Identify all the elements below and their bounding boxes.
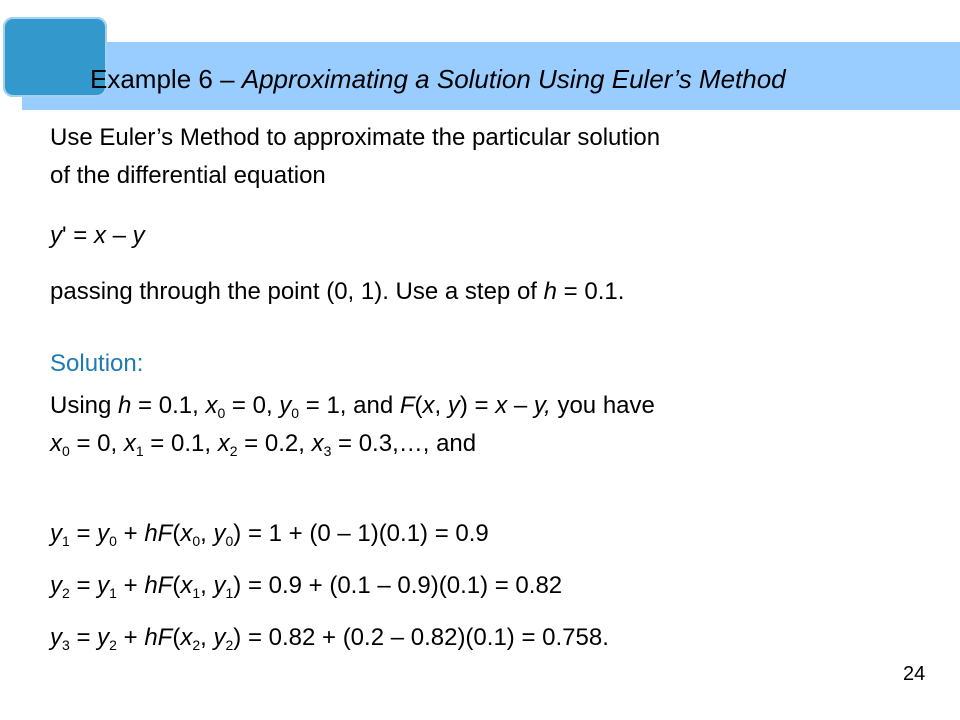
using-t8: –	[507, 392, 534, 419]
step1-eq: =	[69, 520, 98, 547]
step3-result: ) = 0.82 + (0.2 – 0.82)(0.1) = 0.758.	[233, 624, 609, 651]
x1-var: x	[123, 430, 136, 457]
step-3-line	[50, 624, 609, 652]
using-x-sub: 0	[217, 405, 226, 421]
step3-x: x	[180, 624, 193, 651]
step-2-line	[50, 572, 562, 600]
using-y-sub: 0	[291, 405, 300, 421]
step1-h: h	[144, 520, 158, 547]
intro-line-2: of the differential equation	[50, 162, 326, 189]
step2-comma: ,	[200, 572, 214, 599]
differential-equation	[50, 222, 145, 250]
using-t5: (	[414, 392, 423, 419]
using-t6: ,	[434, 392, 448, 419]
step3-yp: y	[97, 624, 110, 651]
step1-result: ) = 1 + (0 – 1)(0.1) = 0.9	[233, 520, 489, 547]
eq-y: y	[50, 222, 62, 249]
step2-yp-sub: 1	[109, 585, 117, 601]
step3-h: h	[144, 624, 158, 651]
using-t1: Using	[50, 392, 119, 419]
page-number: 24	[903, 663, 926, 685]
step3-F: F	[157, 624, 173, 651]
step1-y2: y	[213, 520, 226, 547]
step1-y-sub: 1	[62, 533, 70, 549]
x2-val: = 0.2,	[237, 430, 312, 457]
step-1-line	[50, 520, 489, 548]
step3-yp-sub: 2	[109, 637, 117, 653]
x1-sub: 1	[135, 443, 144, 459]
using-t4: = 1, and	[299, 392, 400, 419]
step1-y2-sub: 0	[225, 533, 234, 549]
step2-F: F	[157, 572, 173, 599]
step3-plus: +	[116, 624, 145, 651]
eq-y-rhs: y	[132, 222, 145, 249]
passing-h: h	[543, 278, 557, 305]
using-y: y	[279, 392, 292, 419]
intro-line-1: Use Euler’s Method to approximate the particular solution	[50, 124, 661, 151]
eq-prime: ' =	[62, 222, 94, 249]
step2-y: y	[50, 572, 62, 599]
step1-comma: ,	[200, 520, 214, 547]
step2-open: (	[172, 572, 181, 599]
step2-x: x	[180, 572, 193, 599]
using-F: F	[399, 392, 415, 419]
x3-var: x	[311, 430, 324, 457]
using-rx: x	[495, 392, 508, 419]
step1-x: x	[180, 520, 193, 547]
passing-step: = 0.1.	[557, 278, 625, 305]
x2-var: x	[217, 430, 230, 457]
using-fy: y	[447, 392, 460, 419]
solution-label: Solution:	[50, 350, 144, 377]
step2-h: h	[144, 572, 158, 599]
using-t9: you have	[550, 392, 655, 419]
passing-text: passing through the point (0, 1). Use a step of	[50, 278, 544, 305]
step3-y2-sub: 2	[225, 637, 234, 653]
step3-y-sub: 3	[62, 637, 70, 653]
step2-x-sub: 1	[192, 585, 201, 601]
x-values-line	[50, 430, 476, 458]
x3-sub: 3	[323, 443, 332, 459]
using-fx: x	[422, 392, 435, 419]
using-t2: = 0.1,	[131, 392, 206, 419]
using-t7: ) =	[459, 392, 496, 419]
x0-var: x	[50, 430, 62, 457]
x3-val: = 0.3,…, and	[331, 430, 477, 457]
step2-result: ) = 0.9 + (0.1 – 0.9)(0.1) = 0.82	[233, 572, 563, 599]
step1-plus: +	[116, 520, 145, 547]
using-h: h	[118, 392, 132, 419]
step3-eq: =	[69, 624, 98, 651]
using-ry: y,	[533, 392, 551, 419]
x0-val: = 0,	[69, 430, 124, 457]
title-prefix: Example 6 –	[90, 64, 242, 94]
step2-y2: y	[213, 572, 226, 599]
step2-y-sub: 2	[62, 585, 70, 601]
step3-x-sub: 2	[192, 637, 201, 653]
step1-yp: y	[97, 520, 110, 547]
step2-eq: =	[69, 572, 98, 599]
step1-x-sub: 0	[192, 533, 201, 549]
step2-yp: y	[97, 572, 110, 599]
step3-comma: ,	[200, 624, 214, 651]
step1-F: F	[157, 520, 173, 547]
x1-val: = 0.1,	[143, 430, 218, 457]
eq-minus: –	[105, 222, 133, 249]
x0-sub: 0	[62, 443, 70, 459]
step3-open: (	[172, 624, 181, 651]
step1-yp-sub: 0	[109, 533, 117, 549]
x2-sub: 2	[229, 443, 238, 459]
eq-x: x	[93, 222, 106, 249]
step3-y2: y	[213, 624, 226, 651]
step2-plus: +	[116, 572, 145, 599]
initial-condition-line	[50, 278, 624, 306]
step1-open: (	[172, 520, 181, 547]
title-italic: Approximating a Solution Using Euler’s Method	[241, 64, 786, 94]
slide-title	[90, 64, 786, 94]
step3-y: y	[50, 624, 62, 651]
using-x: x	[205, 392, 218, 419]
step2-y2-sub: 1	[225, 585, 234, 601]
using-line	[50, 392, 655, 420]
step1-y: y	[50, 520, 62, 547]
using-t3: = 0,	[225, 392, 280, 419]
